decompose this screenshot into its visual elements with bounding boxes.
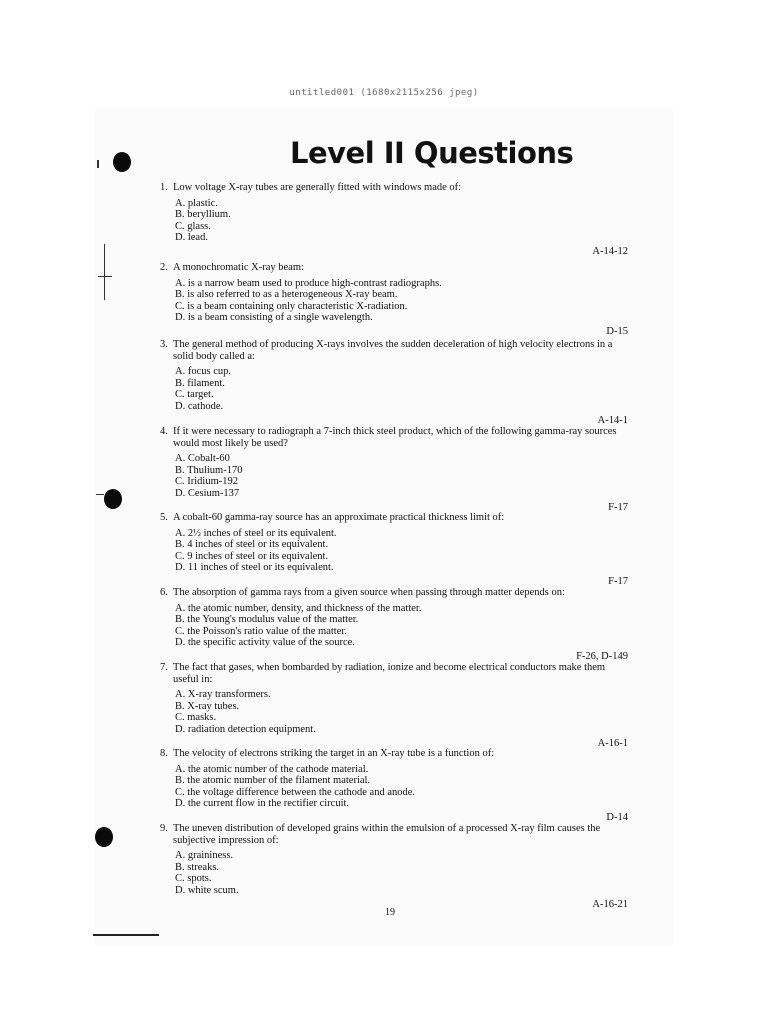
- option-b: B. 4 inches of steel or its equivalent.: [175, 539, 329, 551]
- question-4: [160, 426, 630, 513]
- question-9: [160, 823, 630, 910]
- option-a: A. is a narrow beam used to produce high-contrast radiographs.: [175, 277, 442, 289]
- option-d: D. lead.: [175, 232, 208, 244]
- option-c: C. spots.: [175, 873, 212, 885]
- option-d: D. the specific activity value of the source.: [175, 637, 355, 649]
- option-a: A. focus cup.: [175, 366, 231, 378]
- reference-code: F-26, D-149: [576, 650, 628, 662]
- question-number: 3.: [160, 339, 168, 350]
- option-d: D. white scum.: [175, 884, 239, 896]
- option-a: A. the atomic number, density, and thickness of the matter.: [175, 602, 422, 614]
- reference-code: D-14: [606, 811, 628, 823]
- option-b: B. streaks.: [175, 861, 220, 873]
- binder-hole-bottom: [95, 827, 113, 847]
- question-number: 1.: [160, 182, 168, 193]
- file-name-caption: untitled001 (1680x2115x256 jpeg): [289, 88, 479, 98]
- option-c: C. target.: [175, 389, 214, 401]
- scan-edge-mark: [97, 160, 99, 168]
- question-stem: Low voltage X-ray tubes are generally fitted with windows made of:: [173, 182, 462, 193]
- question-stem: If it were necessary to radiograph a 7-inch thick steel product, which of the following gamma-ray sources would most likely be used?: [173, 426, 617, 449]
- question-stem: The general method of producing X-rays involves the sudden deceleration of high velocity electrons in a solid body called a:: [173, 339, 613, 362]
- option-b: B. filament.: [175, 377, 225, 389]
- option-b: B. X-ray tubes.: [175, 700, 240, 712]
- option-d: D. is a beam consisting of a single wavelength.: [175, 312, 373, 324]
- question-stem: The absorption of gamma rays from a given source when passing through matter depends on:: [173, 587, 565, 598]
- option-b: B. Thulium-170: [175, 464, 243, 476]
- option-a: A. Cobalt-60: [175, 453, 230, 465]
- scan-bottom-line: [93, 934, 159, 936]
- option-d: D. cathode.: [175, 400, 224, 412]
- question-2: [160, 262, 630, 338]
- question-6: [160, 587, 630, 663]
- reference-code: A-14-12: [592, 245, 628, 257]
- binder-hole-middle: [104, 489, 122, 509]
- question-3: [160, 339, 630, 426]
- option-c: C. Iridium-192: [175, 476, 238, 488]
- option-b: B. is also referred to as a heterogeneous X-ray beam.: [175, 289, 398, 301]
- question-8: [160, 748, 630, 824]
- reference-code: A-16-1: [597, 737, 628, 749]
- option-c: C. the voltage difference between the cathode and anode.: [175, 786, 416, 798]
- option-b: B. the Young's modulus value of the matter.: [175, 614, 359, 626]
- scan-edge-mark: [96, 494, 104, 495]
- reference-code: F-17: [608, 575, 628, 587]
- reference-code: A-16-21: [592, 898, 628, 910]
- option-b: B. beryllium.: [175, 209, 231, 221]
- option-c: C. glass.: [175, 220, 211, 232]
- page-number: 19: [385, 907, 395, 918]
- question-number: 6.: [160, 587, 168, 598]
- option-a: A. plastic.: [175, 197, 218, 209]
- reference-code: F-17: [608, 501, 628, 513]
- question-stem: A monochromatic X-ray beam:: [173, 262, 304, 273]
- question-number: 8.: [160, 748, 168, 759]
- option-c: C. 9 inches of steel or its equivalent.: [175, 550, 329, 562]
- question-1: [160, 182, 630, 258]
- question-stem: The velocity of electrons striking the target in an X-ray tube is a function of:: [173, 748, 495, 759]
- question-number: 4.: [160, 426, 168, 437]
- scan-edge-mark: [104, 244, 105, 300]
- option-d: D. the current flow in the rectifier circuit.: [175, 798, 350, 810]
- option-a: A. the atomic number of the cathode material.: [175, 763, 369, 775]
- question-stem: The fact that gases, when bombarded by radiation, ionize and become electrical conductors make them useful in:: [173, 662, 606, 685]
- option-d: D. 11 inches of steel or its equivalent.: [175, 562, 334, 574]
- option-a: A. graininess.: [175, 850, 234, 862]
- scan-edge-mark: [98, 276, 112, 277]
- question-5: [160, 512, 630, 588]
- question-number: 7.: [160, 662, 168, 673]
- option-c: C. masks.: [175, 712, 217, 724]
- question-number: 5.: [160, 512, 168, 523]
- option-c: C. is a beam containing only characteristic X-radiation.: [175, 300, 408, 312]
- reference-code: D-15: [606, 325, 628, 337]
- question-stem: A cobalt-60 gamma-ray source has an approximate practical thickness limit of:: [173, 512, 505, 523]
- question-number: 9.: [160, 823, 168, 834]
- page-title: Level II Questions: [290, 136, 574, 170]
- question-stem: The uneven distribution of developed grains within the emulsion of a processed X-ray film causes the subjective impression of:: [173, 823, 601, 846]
- question-number: 2.: [160, 262, 168, 273]
- option-b: B. the atomic number of the filament material.: [175, 775, 371, 787]
- question-7: [160, 662, 630, 749]
- option-c: C. the Poisson's ratio value of the matter.: [175, 625, 347, 637]
- reference-code: A-14-1: [597, 414, 628, 426]
- option-a: A. X-ray transformers.: [175, 689, 271, 701]
- option-d: D. radiation detection equipment.: [175, 723, 316, 735]
- option-d: D. Cesium-137: [175, 487, 240, 499]
- option-a: A. 2½ inches of steel or its equivalent.: [175, 527, 337, 539]
- binder-hole-top: [113, 152, 131, 172]
